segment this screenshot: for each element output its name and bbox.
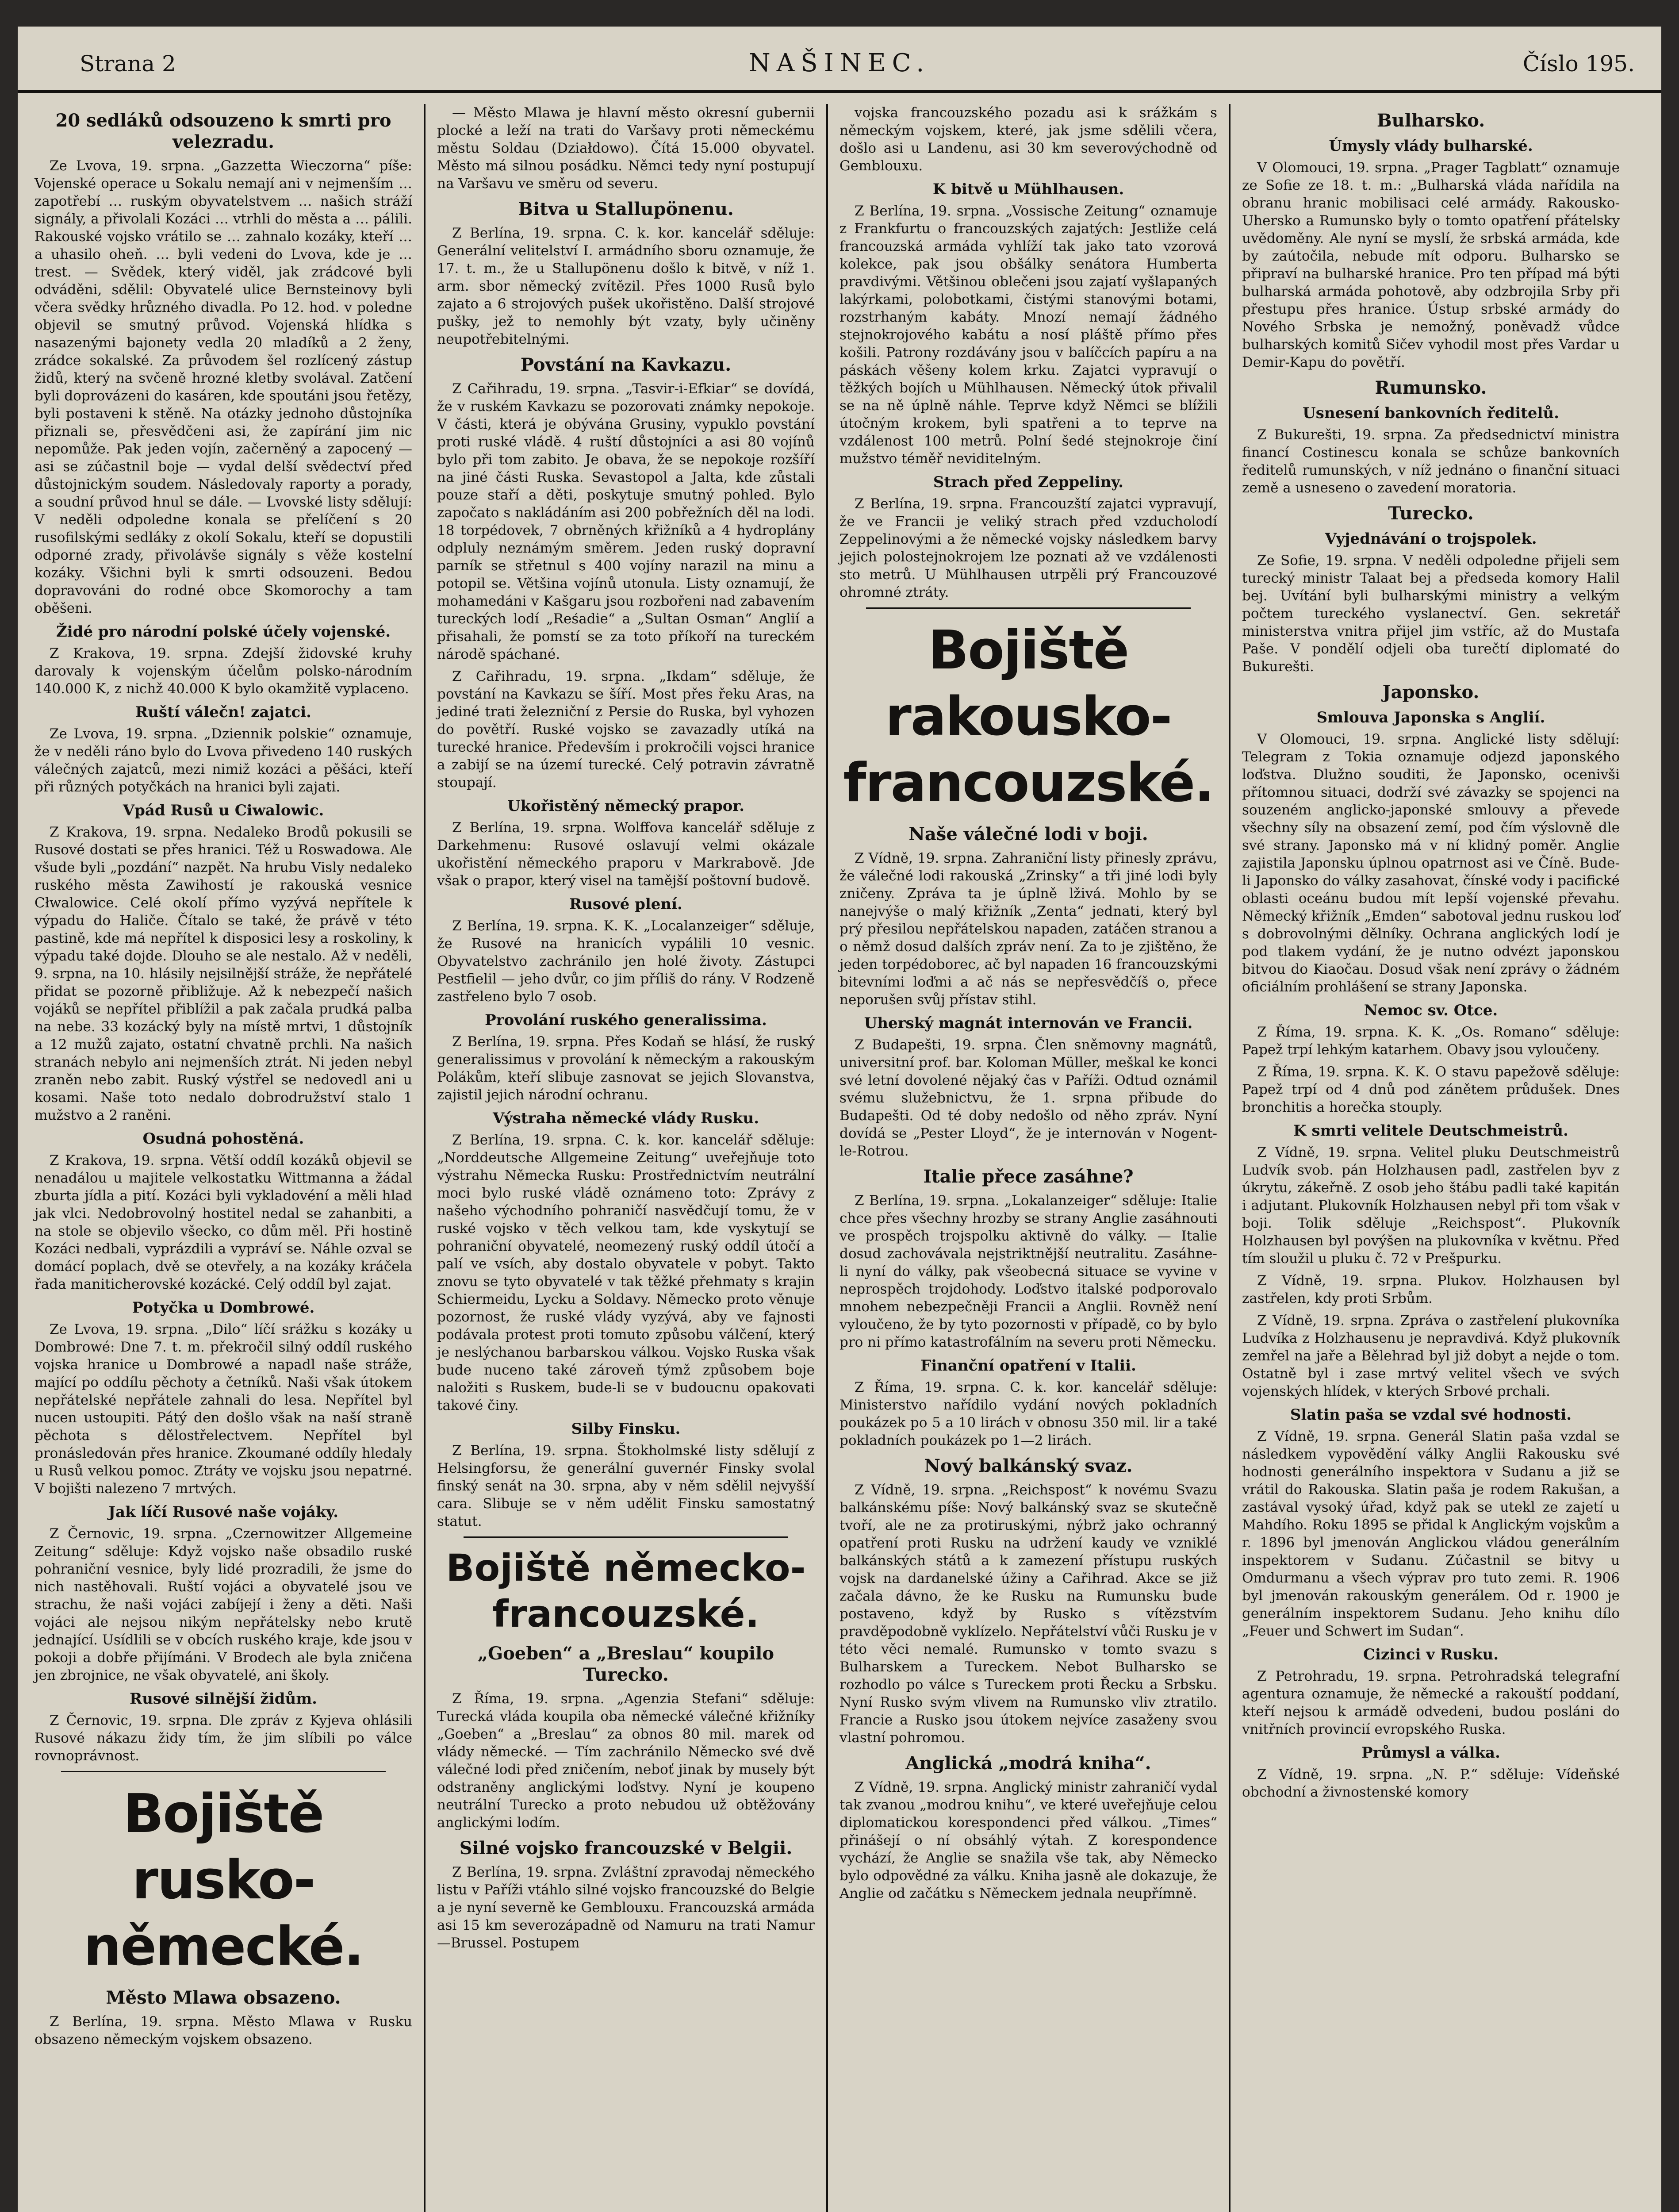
article-text: Z Berlína, 19. srpna. „Vossische Zeitung“ oznamuje z Frankfurtu o francouzských zajatých: Jestliže celá francouzská armáda vyhlíží tak jako tato vzorová kolekce, pak jsou obšálky senátora Humberta pravdivými. Většinou oblečeni jsou zajatí vyšlapaných lakýrkami, polobotkami, čistými stanovými botami, rozstrhaným kabáty. Mnozí nemají žádného stejnokrojového kabátu a nosí pláště přímo přes košili. Patrony rozdávány jsou v balíčcích papíru a na páskách věšeny kolem krku. Zajatci vypravují o těžkých bojích u Mühlhausen. Německý útok přivalil se na ně úplně náhle. Teprve když Němci se blížili útočným krokem, byli spatřeni a to teprve na vzdálenost 100 metrů. Polní šedé stejnokroje činí mužstvo téměř neviditelným. [840,203,1217,467]
article-heading: Naše válečné lodi v boji. [908,824,1148,845]
article-heading: Provolání ruského generalissima. [485,1011,767,1029]
article-text: Z Berlína, 19. srpna. „Lokalanzeiger“ sděluje: Italie chce přes všechny hrozby se strany Anglie zasáhnouti ve prospěch trojspolku aktivně do války. — Italie dosud zachovávala nejstriktnější neutralitu. Zasáhne-li nyní do války, pak všeobecná situace se vyvine v neprospěch trojdohody. Loďstvo italské podporovalo mnohem nebezpečněji Francii a Anglii. Rovněž není vyloučeno, že by tyto pozornosti v případě, co by bylo pro ni přímo katastrofálním na severu proti Německu. [840,1193,1217,1350]
article-text: V Olomouci, 19. srpna. Anglické listy sdělují: Telegram z Tokia oznamuje odjezd japonského loďstva. Dlužno souditi, že Japonsko, ocenivši přítomnou situaci, dodrží své závazky se spojenci na souzeném anglicko-japonské smlouvy a převede všechny síly na obsazení zemí, pod čím výslovně dle své strany. Japonsko má v ní klidný poměr. Anglie zajistila Japonsku úplnou opatrnost asi ve Číně. Bude-li Japonsko do války zasahovat, čínské vody i pacifické oblasti oceánu budou mít lepší vojenské převahu. Německý křižník „Emden“ sabotoval jednu ruskou loď s dobrovolnými dělníky. Ochrana anglických lodí je pod tlakem vydání, že je nutno odvézt japonskou bitvou do Kiaočau. Dosud však není zprávy o žádném oficiálním prohlášení se strany Japonska. [1242,731,1620,995]
masthead [18,27,1661,93]
article-heading: Cizinci v Rusku. [1363,1646,1499,1663]
article-text: Z Vídně, 19. srpna. Zpráva o zastřelení plukovníka Ludvíka z Holzhausenu je nepravdivá. Když plukovník zemřel na jaře a Bělehrad byl již dobyt a nejde o tom. Ostatně byl i zase mrtvý velitel všech ve svých vojenských hlídek, v kterých Srbové prchali. [1242,1313,1620,1399]
article-text: Z Krakova, 19. srpna. Zdejší židovské kruhy darovaly k vojenským účelům polsko-národním 140.000 K, z nichž 40.000 K bylo okamžitě vyplaceno. [34,645,412,697]
section-banner: Bojiště rakousko-francouzské. [843,620,1214,814]
article-text: Z Černovic, 19. srpna. „Czernowitzer Allgemeine Zeitung“ sděluje: Když vojsko naše obsadilo ruské pohraniční vesnice, byly lidé prozradili, že jsme do nich nastěhovali. Ruští vojáci a obyvatelé jsou ve strachu, že naši vojáci zabíjejí i ženy a děti. Naši vojáci ale nejsou nikým nepřátelsky nebo krutě jednající. Usídlili se v obcích ruského kraje, kde jsou v pokoji a dobře přijímáni. V Brodech ale byla zničena jen zbrojnice, ne však obyvatelé, ani školy. [34,1526,412,1683]
section-divider [464,1536,788,1538]
article-heading: Povstání na Kavkazu. [520,354,732,375]
article-text: Ze Lvova, 19. srpna. „Gazzetta Wieczorna“ píše: Vojenské operace u Sokalu nemají ani v nejmenším … zapotřebí … ruským obyvatelstvem … našich stráží signály, a přivolali Kozáci … vtrhli do města a … pálili. Rakouské vojsko vrátilo se … zahnalo kozáky, kteří … a uhasilo oheň. … byli vedeni do Lvova, kde je … trest. — Svědek, který viděl, jak zrádcové byli odváděni, sdělil: Obyvatelé ulice Bernsteinovy byli včera svědky hrůzného divadla. Po 12. hod. v poledne objevil se smutný průvod. Vojenská hlídka s nasazenými bajonety vedla 20 mladíků a 2 ženy, zrádce sokalské. Za průvodem šel rozlícený zástup židů, který na svčeně hrozné kletby svolával. Zatčení byli doprovázeni do kasáren, kde spoutáni jsou řetězy, byli postaveni k stěně. Na otázky jednoho důstojníka přiznali se, přesvědčeni asi, že zapírání jim nic nepomůže. Pak jeden vojín, začerněný a zapocený — asi se zúčastnil boje — vydal delší svědectví před důstojnickým soudem. Následovaly raporty a porady, a soudní průvod hnul se dále. — Lvovské listy sdělují: V neděli odpoledne konala se přelíčení s 20 rusofilskými sedláky z okolí Sokalu, kteří se dopustili odporné zrady, přivolávše signály s věže kostelní kozáky. Všichni byli k smrti odsouzeni. Bedou dopravováni do rodné obce Skomorochy a tam oběšeni. [34,158,412,616]
article-heading: Výstraha německé vlády Rusku. [492,1110,759,1127]
column-1 [27,104,420,2212]
column-rule [826,104,828,2212]
article-text: Z Vídně, 19. srpna. „N. P.“ sděluje: Vídeňské obchodní a živnostenské komory [1242,1767,1620,1800]
article-text: Z Vídně, 19. srpna. Generál Slatin paša vzdal se následkem vypovědění války Anglii Rakousku své hodnosti generálního inspektora v Sudanu a již se vrátil do Rakouska. Slatin paša je rodem Rakušan, a zastával vysoký úřad, když pak se utekl ze zajetí u Mahdího. Roku 1895 se přidal k Anglickým vojskům a r. 1896 byl jmenován Anglickou vládou generálním inspektorem v Sudanu. Zúčastnil se bitvy u Omdurmanu a všech výprav pro tuto zemi. R. 1906 byl jmenován rakouským generálem. Od r. 1900 je generálním inspektorem Sudanu. Jeho knihu dílo „Feuer und Schwert im Sudan“. [1242,1429,1620,1639]
article-heading: Silby Finsku. [571,1420,681,1438]
issue-number: Číslo 195. [1522,51,1635,77]
article-text: Z Budapešti, 19. srpna. Člen sněmovny magnátů, universitní prof. bar. Koloman Müller, meškal ke konci své letní dovolené nějaký čas v Paříži. Odtud oznámil svému služebnictvu, že 1. srpna přibude do Budapešti. Od té doby nedošlo od něho zpráv. Nyní dovídá se „Pester Lloyd“, že je internován v Nogent-le-Rotrou. [840,1037,1217,1159]
article-text: Z Krakova, 19. srpna. Větší oddíl kozáků objevil se nenadálou u majitele velkostatku Wittmanna a žádal zburta jídla a pití. Kozáci byli vykladovéní a měli hlad jak vlci. Nedobrovolný hostitel nedal se zahanbiti, a na stole se objevilo všecko, co dům měl. Při hostině Kozáci nedbali, vyprázdili a vypráví se. Náhle ozval se domácí poplach, dvě se otevřely, a na kozáky kráčela řada maniticherovské kozácké. Celý oddíl byl zajat. [34,1152,412,1292]
section-divider [61,1771,386,1772]
article-text: Z Vídně, 19. srpna. Anglický ministr zahraničí vydal tak zvanou „modrou knihu“, ve které uveřejňuje celou diplomatickou korespondenci před válkou. „Times“ přinášejí o ní obsáhlý výtah. Z korespondence vychází, že Anglie se snažila vše tak, aby Německo bylo odpovědné za válku. Kniha jasně ale dokazuje, že Anglie od začátku s Německem jednala neupřímně. [840,1779,1217,1901]
article-heading: K smrti velitele Deutschmeistrů. [1293,1122,1568,1140]
article-text: Z Vídně, 19. srpna. Plukov. Holzhausen byl zastřelen, kdy proti Srbům. [1242,1273,1620,1306]
article-heading: Nový balkánský svaz. [924,1455,1133,1476]
article-text: Z Říma, 19. srpna. „Agenzia Stefani“ sděluje: Turecká vláda koupila oba německé válečné křižníky „Goeben“ a „Breslau“ za obnos 80 mil. marek od vlády německé. — Tím zachránilo Německo své dvě válečné lodi před zničením, neboť jinak by musely být odstraněny anglickými loďstvy. Nyní je koupeno neutrální Turecko a proto nebudou už obtěžovány anglickými lodím. [437,1691,815,1831]
article-heading: Vyjednávání o trojspolek. [1325,530,1537,548]
article-heading: Úmysly vlády bulharské. [1329,137,1533,155]
section-heading: Japonsko. [1382,682,1480,703]
article-heading: K bitvě u Mühlhausen. [932,180,1124,198]
article-text: Z Říma, 19. srpna. K. K. O stavu papežově sděluje: Papež trpí od 4 dnů pod zánětem průdušek. Dnes bronchitis a horečka stouply. [1242,1064,1620,1115]
article-heading: Uherský magnát internován ve Francii. [864,1014,1193,1032]
section-heading: Bulharsko. [1376,110,1485,131]
article-text: Ze Lvova, 19. srpna. „Dziennik polskie“ oznamuje, že v neděli ráno bylo do Lvova přivedeno 140 ruských válečných zajatců, mezi nimiž kozáci a pěšáci, kteří při různých potyčkách na hranici byli zajati. [34,726,412,795]
article-text: Z Berlína, 19. srpna. Wolffova kancelář sděluje z Darkehmenu: Rusové oslavují velmi okázale ukořistění německého praporu v Markrabově. Jde však o prapor, který visel na tamější poštovní budově. [437,820,815,889]
article-heading: Ruští válečn! zajatci. [135,703,311,721]
article-heading: Jak líčí Rusové naše vojáky. [108,1503,339,1521]
article-text: Z Vídně, 19. srpna. „Reichspost“ k novému Svazu balkánskému píše: Nový balkánský svaz se skutečně tvoří, ale ne za protiruskými, nýbrž jako ochranný opatření proti Rusku na udržení kaudy ve vzniklé balkánských států a k zamezení přístupu ruských vojsk na dardanelské úžiny a Cařihrad. Akce se již začala dávno, že ke Rusku na Rumunsku bude postaveno, když by Rusko s vítězstvím pravděpodobně vyklízelo. Nepřátelství vůči Rusku je v této věci nemalé. Rumunsko v tomto svazu s Bulharskem a Tureckem. Nebot Bulharsko se rozhodlo po válce s Tureckem proti Řecku a Srbsku. Nyní Rusko svým vlivem na Rumunsko vliv ztratilo. Francie a Rusko jsou útokem nejvíce zasaženy svou vlastní pohromou. [840,1482,1217,1746]
column-rule [1229,104,1230,2212]
article-heading: Smlouva Japonska s Anglií. [1316,709,1545,726]
newspaper-page [18,27,1661,2212]
article-heading: Bitva u Stallupönenu. [518,199,734,219]
article-text: V Olomouci, 19. srpna. „Prager Tagblatt“ oznamuje ze Sofie ze 18. t. m.: „Bulharská vláda nařídila na obranu hranic mobilisaci celé armády. Rakousko-Uhersko a Rumunsko byly o tomto opatření přátelsky uvědoměny. Ale nyní se myslí, že srbská armáda, kde by zaútočila, nebude mít odporu. Bulharsko se připraví na bulharské hranice. Pro ten případ má býti bulharská armáda pohotově, aby odzbrojila Srby při přestupu přes hranice. Ústup srbské armády do Nového Srbska je nemožný, poněvadž vůdce bulharských komitů Sičev vyhodil most přes Vardar u Demir-Kapu do povětří. [1242,160,1620,370]
article-heading: 20 sedláků odsouzeno k smrti pro velezradu. [55,110,391,152]
article-text: Z Berlína, 19. srpna. K. K. „Localanzeiger“ sděluje, že Rusové na hranicích vypálili 10 vesnic. Obyvatelstvo zachránilo jen holé životy. Zástupci Pestfielil — jeho dvůr, co jim příliš do rány. V Rodzeně zastřeleno bylo 7 osob. [437,918,815,1005]
page-number: Strana 2 [80,51,176,77]
article-heading: Průmysl a válka. [1361,1744,1500,1762]
article-heading: Italie přece zasáhne? [923,1166,1134,1187]
article-text: Z Říma, 19. srpna. K. K. „Os. Romano“ sděluje: Papež trpí lehkým katarhem. Obavy jsou vyloučeny. [1242,1024,1620,1058]
article-text: Z Krakova, 19. srpna. Nedaleko Brodů pokusili se Rusové dostati se přes hranici. Též u Roswadowa. Ale všude byli „pozdání“ nazpět. Na hrubu Visly nedaleko ruského města Zawihostí je rakouská vesnice Cłwalowice. Celé okolí přímo vyzývá nepřítele k výpadu do Haliče. Čítalo se také, že právě v této pastině, kde má nepřítel k disposici lesy a roskoliny, k výpadu také dojde. Dlouho se ale nestalo. Až v neděli, 9. srpna, na 10. hlásily nejsilnější stráže, že nepřátelé přidat se pozorně přibližuje. Až k nebezpečí našich vojáků se nepřítel přiblížil a pak začala prudká palba na nebe. 33 kozácký byly na místě mrtvi, 1 důstojník a 12 mužů zajato, ostatní chvatně prchli. Na našich stranách nebylo ani nejmenších ztrát. Ni jeden nebyl zraněn nebo zabit. Ruský výstřel se nedovedl ani u kosami. Naše toto nedalo dobrodružství stalo 1 mužstvo a 2 raněni. [34,824,412,1123]
section-heading: Rumunsko. [1375,377,1487,398]
article-text: Z Berlína, 19. srpna. C. k. kor. kancelář sděluje: Generální velitelství I. armádního sboru oznamuje, že 17. t. m., že u Stallupönenu došlo k bitvě, v níž 1. arm. sbor německý zvítězil. Přes 1000 Rusů bylo zajato a 6 strojových pušek ukořistěno. Další strojové pušky, jež to nemohly být vzaty, byly učiněny neupotřebitelnými. [437,225,815,347]
article-heading: Město Mlawa obsazeno. [106,1987,341,2008]
article-heading: „Goeben“ a „Breslau“ koupilo Turecko. [477,1643,774,1685]
article-text: — Město Mlawa je hlavní město okresní gubernii plocké a leží na trati do Varšavy proti německému městu Soldau (Działdowo). Čítá 15.000 obyvatel. Město má silnou posádku. Němci tedy nyní postupují na Varšavu ve směru od severu. [437,105,815,192]
article-heading: Slatin paša se vzdal své hodnosti. [1290,1406,1572,1424]
article-text: Ze Sofie, 19. srpna. V neděli odpoledne přijeli sem turecký ministr Talaat bej a předseda komory Halil bej. Uvítání byli bulharskými ministry a velkým počtem tureckého vyslanectví. Gen. sekretář ministerstva vnitra přijel jim vstříc, až do Mustafa Paše. V pondělí odjeli oba turečtí diplomaté do Bukurešti. [1242,553,1620,675]
section-heading: Turecko. [1388,503,1474,524]
article-heading: Potyčka u Dombrowé. [132,1299,315,1317]
article-text: Z Černovic, 19. srpna. Dle zpráv z Kyjeva ohlásili Rusové nákazu židy tím, že jim slíbili po válce rovnoprávnost. [34,1713,412,1764]
article-text: Z Berlína, 19. srpna. Přes Kodaň se hlásí, že ruský generalissimus v provolání k německým a rakouským Polákům, kteří slibuje zasnovat se jejich Slovanstva, zajistil jejich národní ochranu. [437,1034,815,1103]
article-heading: Strach před Zeppeliny. [933,473,1124,491]
article-text: Z Bukurešti, 19. srpna. Za předsednictví ministra financí Costinescu konala se schůze bankovních ředitelů rumunských, v níž jednáno o finanční situaci země a usneseno o zavedení moratoria. [1242,427,1620,496]
article-text: Z Berlína, 19. srpna. Město Mlawa v Rusku obsazeno německým vojskem obsazeno. [34,2014,412,2047]
article-text: Z Berlína, 19. srpna. Francouzští zajatci vypravují, že ve Francii je veliký strach před vzducholodí Zeppelinovými a že německé vojsky následkem barvy jejich polostejnokrojem lze poznati až ve vzdálenosti sto metrů. U Mühlhausen utrpěli prý Francouzové ohromné ztráty. [840,496,1217,600]
article-text: Z Cařihradu, 19. srpna. „Ikdam“ sděluje, že povstání na Kavkazu se šíří. Most přes řeku Aras, na jediné trati železniční z Persie do Ruska, byl vyhozen do povětří. Ruské vojsko se zavazadly utíká na turecké hranice. Především i prokročili vojsci hranice a zabijí se na území turecké. Celý potravin závratně stoupají. [437,668,815,791]
article-heading: Silné vojsko francouzské v Belgii. [459,1838,793,1859]
section-divider [866,607,1191,609]
article-heading: Ukořistěný německý prapor. [507,797,745,815]
article-text: Z Berlína, 19. srpna. C. k. kor. kancelář sděluje: „Norddeutsche Allgemeine Zeitung“ uveřejňuje toto výstrahu Německa Rusku: Prostřednictvím neutrální moci bylo ruské vládě oznámeno toto: Zprávy z našeho východního pohraničí nasvědčují tomu, že v ruské vojsko v těch velkou tam, kde vyskytují se pohraniční obyvatelé, neomezený ruský oddíl útočí a palí ve vsích, aby dostalo obyvatele v pobyt. Takto znovu se tyto obyvatelé v tak těžké přehmaty s krajin Schiermeidu, Lycku a Soldavy. Německo proto věnuje pozornost, že ruské vlády vyzývá, aby ve fajnosti podávala protest proti tomuto způsobu válčení, který je neslýchanou barbarskou válkou. Vojsko Ruska však bude nuceno také zároveň týmž způsobem boje naložiti s Ruskem, bude-li se v budoucnu opakovati takové činy. [437,1132,815,1413]
article-heading: Rusové silnější židům. [129,1690,318,1708]
column-rule [424,104,426,2212]
article-heading: Usnesení bankovních ředitelů. [1303,404,1559,422]
section-banner: Bojiště německo-francouzské. [446,1546,806,1636]
article-heading: Osudná pohostěná. [142,1130,304,1148]
article-text: Ze Lvova, 19. srpna. „Dilo“ líčí srážku s kozáky u Dombrowé: Dne 7. t. m. překročil silný oddíl ruského vojska hranice u Dombrowé a napadl naše stráže, mající po oddílu pěchoty a četníků. Naši však útokem nepřátelské nepřátele zahnali do lesa. Nepřítel byl nucen ustoupiti. Pátý den došlo však na naší straně pěchota s dělostřelectvem. Nepřítel byl pronásledován přes hranice. Zkoumané oddíly hledaly u Rusů velkou pomoc. Ztráty ve vojsku jsou nepatrné. V bojišti nalezeno 7 mrtvých. [34,1321,412,1497]
article-heading: Nemoc sv. Otce. [1364,1002,1498,1019]
article-heading: Rusové plení. [569,895,682,913]
article-heading: Anglická „modrá kniha“. [905,1753,1151,1774]
article-text: Z Cařihradu, 19. srpna. „Tasvir-i-Efkiar“ se dovídá, že v ruském Kavkazu se pozorovati známky nepokoje. V části, která je obývána Grusiny, vypuklo povstání proti ruské vládě. 4 ruští důstojníci a asi 80 vojínů bylo při tom zabito. Je obava, že se nepokoje rozšíří na jiné části Ruska. Sevastopol a Jalta, kde zůstali pouze staří a děti, poskytuje smutný pohled. Bylo započato s nakládáním asi 200 pobřežních děl na lodi. 18 torpédovek, 7 obrněných křižníků a 4 hydroplány odpluly neznámým směrem. Jeden ruský dopravní parník se střetnul s 400 vojíny narazil na minu a potopil se. Většina vojínů utonula. Listy oznamují, že mohamedáni v Kašgaru jsou rozbořeni nad zabavením tureckých lodí „Reśadie“ a „Sultan Osman“ Anglií a přisahali, že pomstí se za toto příkoří na tureckém národě spáchané. [437,381,815,662]
column-3 [832,104,1225,2212]
article-text: Z Berlína, 19. srpna. Zvláštní zpravodaj německého listu v Paříži vtáhlo silné vojsko francouzské do Belgie a je nyní severně ke Gemblouxu. Francouzská armáda asi 15 km severozápadně od Namuru na trati Namur—Brussel. Postupem [437,1864,815,1951]
newspaper-title: NAŠINEC. [748,49,931,77]
column-4 [1234,104,1628,2212]
article-text: Z Berlína, 19. srpna. Štokholmské listy sdělují z Helsingforsu, že generální guvernér Finsky svolal finský senát na 30. srpna, aby v něm sdělil nejvyšší cara. Slibuje se v něm udělit Finsku samostatný statut. [437,1443,815,1529]
article-heading: Židé pro národní polské účely vojenské. [56,623,391,641]
article-text: vojska francouzského pozadu asi k srážkám s německým vojskem, které, jak jsme sdělili včera, došlo asi u Landenu, asi 30 km severovýchodně od Gemblouxu. [840,105,1217,174]
column-2 [429,104,823,2212]
article-text: Z Vídně, 19. srpna. Zahraniční listy přinesly zprávu, že válečné lodi rakouská „Zrinsky“ a tři jiné lodi byly zničeny. Zpráva ta je úplně lživá. Mohlo by se nanejvýše o malý křižník „Zenta“ jednati, který byl prý přesilou nepřátelskou napaden, zatáčen stranou a o němž dosud dalších zpráv není. Za to je zjištěno, že jeden torpédoborec, ač byl napaden 16 francouzskými bitevními loďmi a ač nás se nepřesvědčíš o, přece neporušen svůj přístav stihl. [840,850,1217,1008]
article-text: Z Petrohradu, 19. srpna. Petrohradská telegrafní agentura oznamuje, že německé a rakouští poddaní, kteří nejsou k armádě odvedeni, budou posláni do vnitřních provincií evropského Ruska. [1242,1668,1620,1737]
section-banner: Bojiště rusko-německé. [84,1783,363,1978]
article-heading: Vpád Rusů u Ciwalowic. [123,802,324,819]
article-text: Z Vídně, 19. srpna. Velitel pluku Deutschmeistrů Ludvík svob. pán Holzhausen padl, zastřelen byv z úkrytu, zákeřně. Z osob jeho štábu padli také kapitán i adjutant. Plukovník Holzhausen nebyl při tom však v boji. Tolik sděluje „Reichspost“. Plukovník Holzhausen byl povýšen na plukovníka v květnu. Před tím sloužil u pluku č. 72 v Prešpurku. [1242,1144,1620,1267]
article-heading: Finanční opatření v Italii. [920,1357,1136,1375]
article-text: Z Říma, 19. srpna. C. k. kor. kancelář sděluje: Ministerstvo nařídilo vydání nových pokladních poukázek po 5 a 10 lirách v obnosu 350 mil. lir a také pokladních poukázek po 1—2 lirách. [840,1379,1217,1448]
